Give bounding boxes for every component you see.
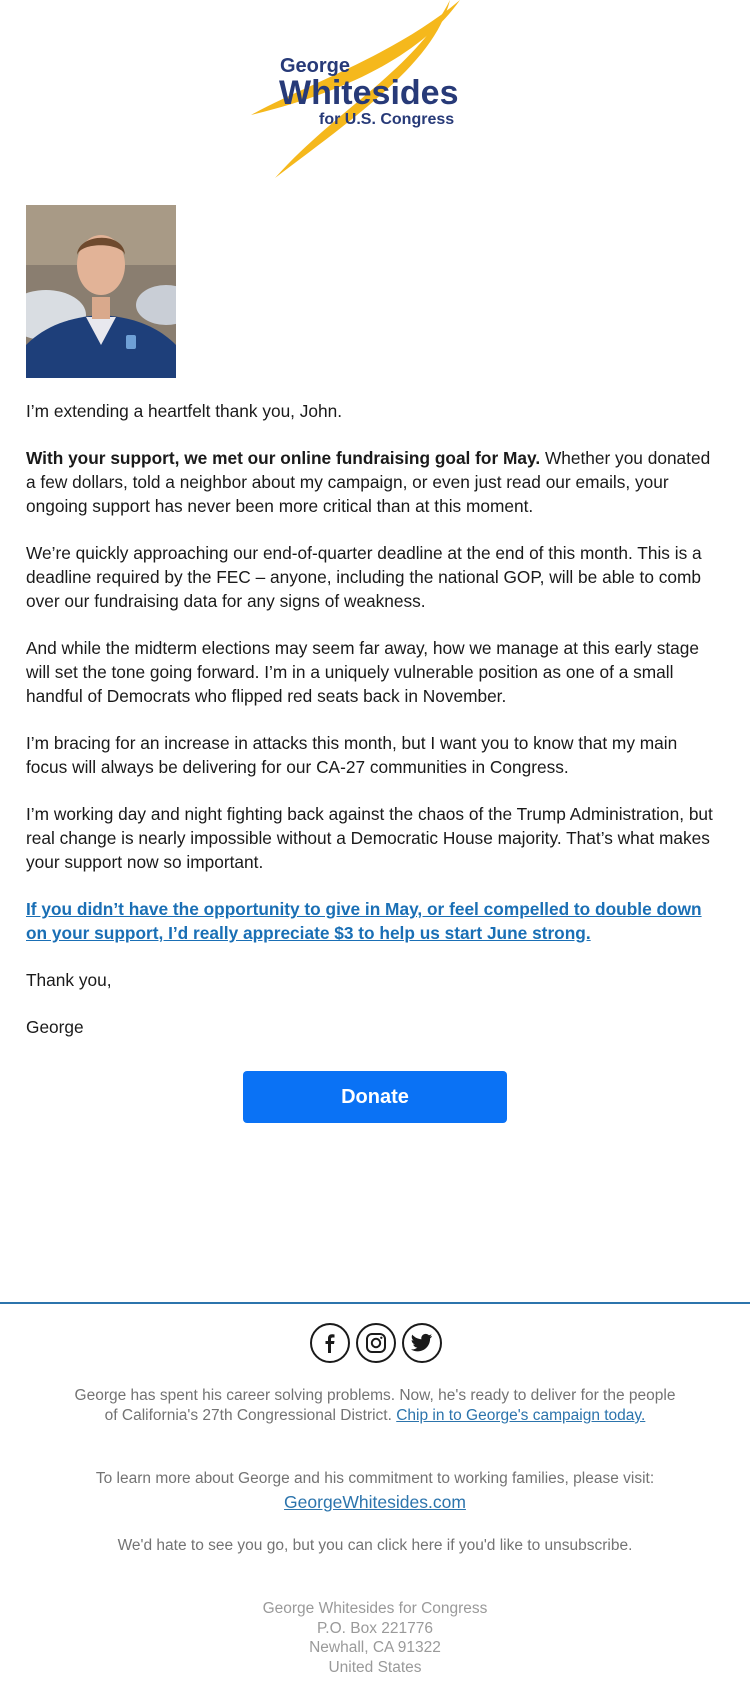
email-body: [26, 399, 720, 1062]
logo-first-name: George: [280, 55, 351, 77]
donate-button[interactable]: Donate: [243, 1071, 507, 1123]
signoff: Thank you,: [26, 970, 112, 990]
twitter-icon[interactable]: [402, 1323, 442, 1363]
footer-divider: [0, 1302, 750, 1304]
instagram-icon[interactable]: [356, 1323, 396, 1363]
social-links: [310, 1323, 442, 1363]
logo-last-name: Whitesides: [279, 74, 459, 112]
chip-in-link[interactable]: Chip in to George's campaign today.: [396, 1407, 646, 1424]
goal-highlight: With your support, we met our online fundraising goal for May.: [26, 448, 541, 468]
campaign-logo: [245, 0, 505, 180]
facebook-icon[interactable]: [310, 1323, 350, 1363]
paragraph-midterms: And while the midterm elections may seem far away, how we manage at this early stage will set the tone going forward. I’m in a uniquely vulnerable position as one of a small handful of Democrats who flipped red seats back in November.: [26, 638, 699, 706]
paragraph-majority: I’m working day and night fighting back against the chaos of the Trump Administration, but real change is nearly impossible without a Democratic House majority. That’s what makes your support now so important.: [26, 804, 713, 872]
unsubscribe-text[interactable]: We'd hate to see you go, but you can click here if you'd like to unsubscribe.: [117, 1537, 633, 1554]
footer-learn-more: To learn more about George and his commitment to working families, please visit: GeorgeWhitesides.com: [95, 1470, 655, 1512]
greeting: I’m extending a heartfelt thank you, John.: [26, 401, 343, 421]
candidate-photo: [26, 205, 176, 378]
footer-about: George has spent his career solving problems. Now, he's ready to deliver for the people of California's 27th Congressional District. Chip in to George's campaign today.: [74, 1387, 676, 1424]
logo-tagline: for U.S. Congress: [319, 111, 455, 128]
paragraph-deadline: We’re quickly approaching our end-of-quarter deadline at the end of this month. This is a deadline required by the FEC – anyone, including the national GOP, will be able to comb over our fundraising data for any signs of weakness.: [26, 543, 702, 611]
website-link[interactable]: GeorgeWhitesides.com: [284, 1492, 466, 1512]
paragraph-attacks: I’m bracing for an increase in attacks this month, but I want you to know that my main focus will always be delivering for our CA-27 communities in Congress.: [26, 733, 678, 777]
mailing-address: George Whitesides for Congress P.O. Box 221776 Newhall, CA 91322 United States: [262, 1600, 488, 1676]
donate-ask-link[interactable]: If you didn’t have the opportunity to give in May, or feel compelled to double down on your support, I’d really appreciate $3 to help us start June strong.: [26, 899, 702, 943]
paragraph-goal: With your support, we met our online fundraising goal for May. Whether you donated a few dollars, told a neighbor about my campaign, or even just read our emails, your ongoing support has never been more critical than at this moment.: [26, 448, 711, 516]
signature: George: [26, 1017, 84, 1037]
